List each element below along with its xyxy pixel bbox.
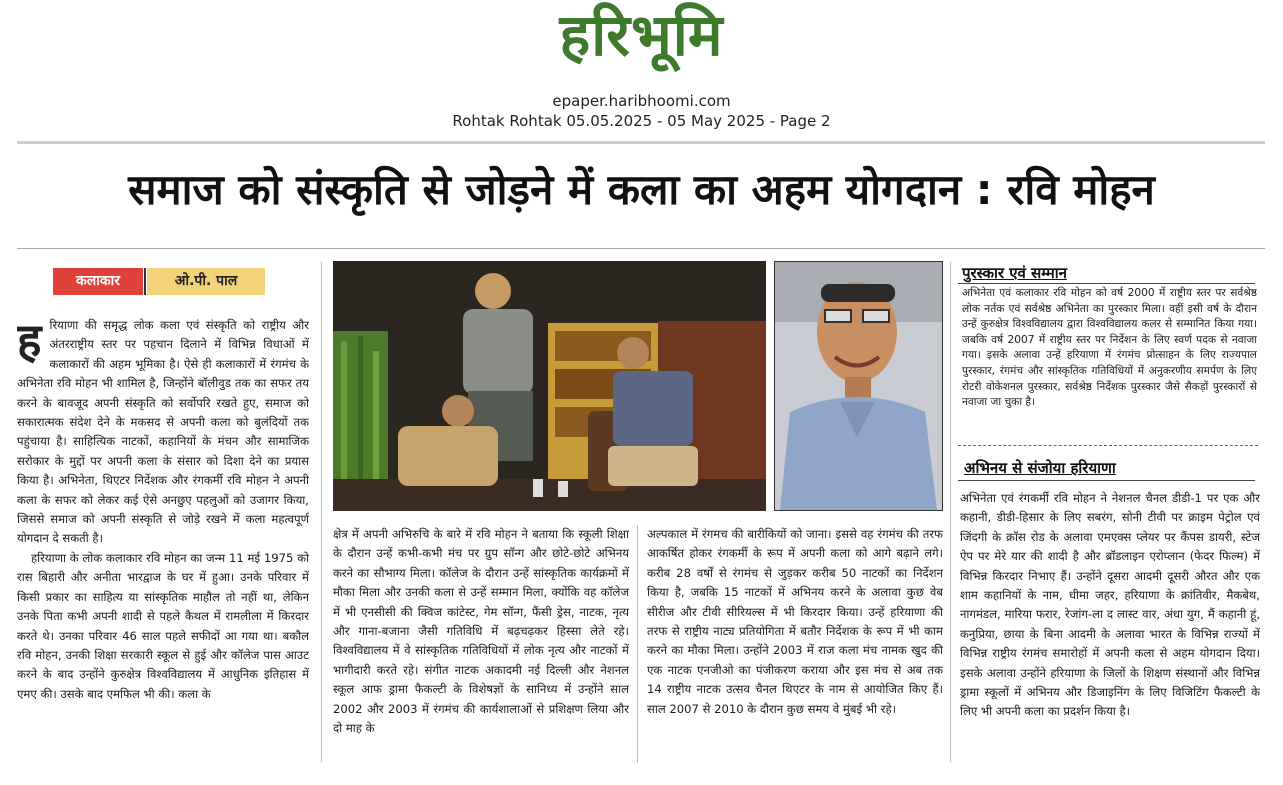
column-divider xyxy=(950,262,951,762)
headline-divider xyxy=(17,248,1265,249)
byline xyxy=(53,268,265,295)
portrait-photo xyxy=(774,261,943,511)
article-headline: समाज को संस्कृति से जोड़ने में कला का अहम योगदान : रवि मोहन xyxy=(128,165,1155,214)
article-column-2 xyxy=(333,525,629,765)
article-paragraph-1 xyxy=(17,316,309,549)
article-paragraph-2: हरियाणा के लोक कलाकार रवि मोहन का जन्म 11 मई 1975 को रास बिहारी और अनीता भारद्वाज के घर में हुआ। उनके परिवार में किसी प्रकार का साहित्य या सांस्कृतिक माहौल तो नहीं था, लेकिन उनके पिता कभी अपनी शादी से पहले कैथल में रामलीला में किरदार करते थे। उनका परिवार 46 साल पहले सफीदों आ गया था। बकौल रवि मोहन, उनकी शिक्षा सरकारी स्कूल से हुई और कॉलेज पास आउट करने के बाद उन्होंने कुरुक्षेत्र विश्वविद्यालय में आधुनिक इतिहास में एमए की। उसके बाद एमफिल भी की। कला के xyxy=(17,550,309,701)
column-divider xyxy=(637,525,638,763)
top-divider xyxy=(17,141,1265,144)
awards-heading-rule xyxy=(958,283,1255,284)
edition-line: Rohtak Rohtak 05.05.2025 - 05 May 2025 - Page 2 xyxy=(452,112,831,130)
article-paragraph-3: क्षेत्र में अपनी अभिरुचि के बारे में रवि मोहन ने बताया कि स्कूली शिक्षा के दौरान उन्हें कभी-कभी मंच पर ग्रुप सॉन्ग और छोटे-छोटे अभिनय करने का सौभाग्य मिला। कॉलेज के दौरान उन्हें सांस्कृतिक कार्यक्रमों में मौका मिला और उनकी कला से उन्हें सम्मान मिला, क्योंकि वह कॉलेज में भी एनसीसी की क्विज कांटेस्ट, गेम सॉन्ग, फैंसी ड्रेस, नाटक, नृत्य और गाना-बजाना जैसी गतिविधि में बढ़चढ़कर हिस्सा लेते रहे। विश्वविद्यालय में वे सांस्कृतिक गतिविधियों में लोक नृत्य और नाटकों में भागीदारी करते रहे। संगीत नाटक अकादमी नई दिल्ली और नेशनल स्कूल आफ ड्रामा फैकल्टी के विशेषज्ञों के सानिध्य में उन्होंने साल 2002 और 2003 में रंगमंच की कार्यशालाओं से प्रशिक्षण लिया और दो माह के xyxy=(333,527,629,736)
acting-heading-rule xyxy=(958,480,1255,481)
article-column-3 xyxy=(647,525,943,765)
masthead-logo: हरिभूमि xyxy=(559,1,724,69)
kicker-tag: कलाकार xyxy=(53,268,143,295)
stage-performance-photo xyxy=(333,261,766,511)
paragraph-text: रियाणा की समृद्ध लोक कला एवं संस्कृति को राष्ट्रीय और अंतरराष्ट्रीय स्तर पर पहचान दिलाने में विभिन्न विधाओं में कलाकारों की अहम भूमिका है। ऐसे ही कलाकारों में रंगमंच के अभिनेता रवि मोहन भी शामिल है, जिन्होंने बॉलीवुड तक का सफर तय करने के बावजूद अपनी संस्कृति को सर्वोपरि रखते हुए, समाज को सकारात्मक संदेश देने के मकसद से अपनी कला को बुलंदियों तक पहुंचाया है। साहित्यिक नाटकों, कहानियों के मंचन और सामाजिक सरोकार के मुद्दों पर अपनी कला के संसार को दिशा देने का प्रयास किया है। अभिनेता, थिएटर निर्देशक और रंगकर्मी रवि मोहन ने अपनी कला के सफर को लेकर कई ऐसे अनछुए पहलुओं को उजागर किया, जिससे समाज को अपनी संस्कृति से जोड़े रखने में कला महत्वपूर्ण योगदान दे सकती है। xyxy=(17,318,309,546)
byline-separator xyxy=(144,268,146,295)
acting-paragraph: अभिनेता एवं रंगकर्मी रवि मोहन ने नेशनल चैनल डीडी-1 पर एक और कहानी, डीडी-हिसार के लिए सबरंग, सोनी टीवी पर क्राइम पेट्रोल एवं जिंदगी के क्रॉस रोड के अलावा एमएक्स प्लेयर पर कैंपस डायरी, स्टेज ऐप पर मेरे यार की शादी है और ब्रॉडलाइन एरोप्लान (फेदर फिल्म) में विभिन्न किरदार निभाए हैं। उन्होंने दूसरा आदमी दूसरी औरत और एक शाम कहानियों के नाम, धीमा जहर, हरियाणा के क्रांतिवीर, मैकबेथ, नागमंडल, मारिया फरार, रेजांग-ला द लास्ट वार, अंधा युग, मैं कहानी हूं, कनुप्रिया, छाया के बिना आदमी के अलावा भारत के विभिन्न राज्यों में विभिन्न राष्ट्रीय रंगमंच समारोहों में अपनी कला से अहम योगदान दिया। इसके अलावा उन्होंने हरियाणा के जिलों के शिक्षण संस्थानों और विभिन्न ड्रामा स्कूलों में अभिनय और डिजाइनिंग के लिए विजिटिंग फैकल्टी के लिए भी अपनी कला का प्रदर्शन किया है। xyxy=(960,491,1260,719)
portrait-icon xyxy=(775,262,942,510)
article-column-1 xyxy=(17,316,309,766)
awards-text: अभिनेता एवं कलाकार रवि मोहन को वर्ष 2000 में राष्ट्रीय स्तर पर सर्वश्रेष्ठ लोक नर्तक एवं सर्वश्रेष्ठ अभिनेता का पुरस्कार मिला। वहीं इसी वर्ष के दौरान उन्हें कुरुक्षेत्र विश्वविद्यालय द्वारा विश्वविद्यालय कलर से सम्मानित किया गया। जबकि वर्ष 2007 में राष्ट्रीय स्तर पर निर्देशन के लिए स्वर्ण पदक से नवाजा गया। इसके अलावा उन्हें हरियाणा में रंगमंच प्रोत्साहन के लिए राज्यपाल पुरस्कार, रंगमंच और सांस्कृतिक गतिविधियों में अनुकरणीय समर्पण के लिए रोटरी वोकेशनल पुरस्कार, सर्वश्रेष्ठ निर्देशक पुरस्कार जैसे सैकड़ों पुरस्कारों से नवाजा जा चुका है। xyxy=(962,287,1257,409)
dropcap: ह xyxy=(17,316,42,367)
author-name: ओ.पी. पाल xyxy=(147,268,265,295)
acting-heading: अभिनय से संजोया हरियाणा xyxy=(964,459,1116,477)
stage-scene-icon xyxy=(333,261,766,511)
column-divider xyxy=(321,262,322,762)
article-paragraph-4: अल्पकाल में रंगमच की बारीकियों को जाना। इससे वह रंगमंच की तरफ आकर्षित होकर रंगकर्मी के रूप में अपनी कला को आगे बढ़ाने लगे। करीब 28 वर्षों से रंगमंच से जुड़कर करीब 50 नाटकों का निर्देशन किया है, जबकि 15 नाटकों में अभिनय करने के अलावा कुछ वेब सीरीज और टीवी सीरियल्स में भी किरदार किया। उन्हें हरियाणा की तरफ से राष्ट्रीय नाट्य प्रतियोगिता में बतौर निर्देशक के रूप में भी काम करने का मौका मिला। उन्होंने 2003 में राज कला मंच नामक खुद की एक नाटक एनजीओ का पंजीकरण कराया और इस मंच से अब तक 14 राष्ट्रीय नाटक उत्सव चैनल थिएटर के नाम से आयोजित किए हैं। साल 2007 से 2010 के दौरान कुछ समय वे मुंबई भी रहे। xyxy=(647,527,943,716)
awards-heading: पुरस्कार एवं सम्मान xyxy=(962,264,1067,282)
sidebar-divider xyxy=(958,445,1258,446)
site-url[interactable]: epaper.haribhoomi.com xyxy=(552,92,731,110)
acting-text xyxy=(960,489,1260,765)
